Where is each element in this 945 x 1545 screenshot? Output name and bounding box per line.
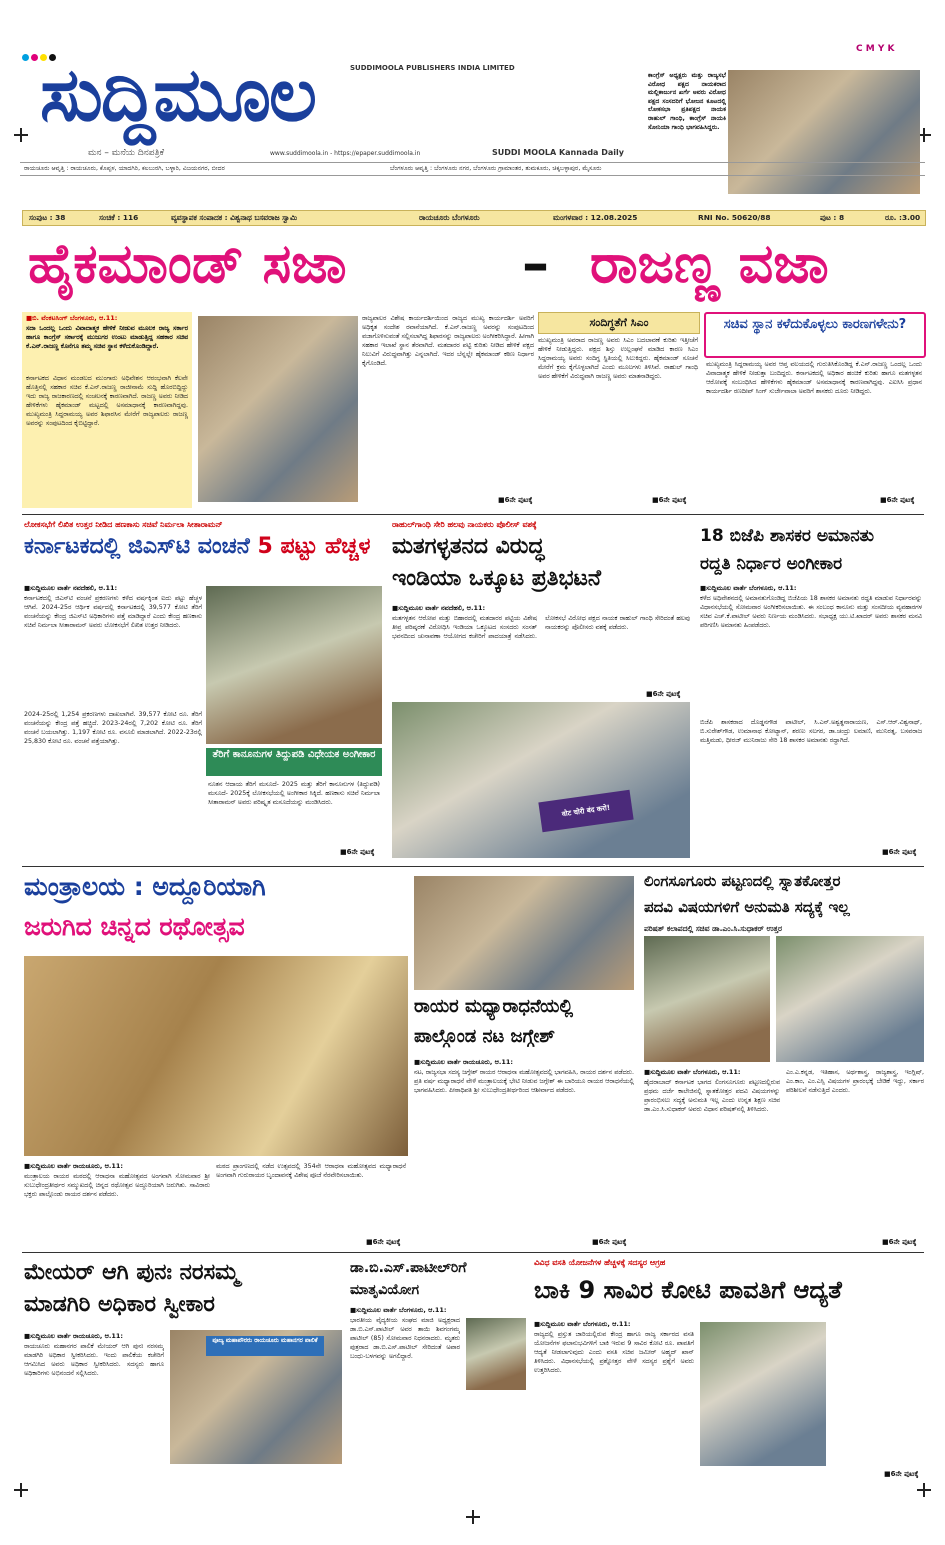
mantralaya-body2: ಮಠದ ಪ್ರಾಂಗಣದಲ್ಲಿ ನಡೆದ ಉತ್ಸವದಲ್ಲಿ 354ನೇ ಆರಾಧನಾ ಮಹೋತ್ಸವದ ಮಧ್ಯಾರಾಧನೆ ಅಂಗವಾಗಿ ಗುರುರಾಯರ ಬೃಂದಾವನಕ್ಕೆ ವಿಶೇಷ ಪೂಜೆ ನೆರವೇರಿಸಲಾಯಿತು. <box>216 1163 406 1179</box>
lingasugur-body2: ಎಂ.ಎ.ಕನ್ನಡ, ಇತಿಹಾಸ, ಅರ್ಥಶಾಸ್ತ್ರ, ರಾಜ್ಯಶಾಸ್ತ್ರ, ಇಂಗ್ಲಿಷ್, ಎಂ.ಕಾಂ, ಎಂ.ಎಸ್ಸಿ ವಿಷಯಗಳ ಪ್ರಾರಂಭಕ್ಕೆ ಬೇಡಿಕೆ ಇದ್ದು, ಸರ್ಕಾರ ಪರಿಶೀಲನೆ ನಡೆಸುತ್ತಿದೆ ಎಂದರು. <box>786 1069 924 1094</box>
lead-headline-left: ಹೈಕಮಾಂಡ್ ಸಜಾ <box>28 232 347 295</box>
jaggesh-headline-a: ರಾಯರ ಮಧ್ಯಾರಾಧನೆಯಲ್ಲಿ <box>414 996 574 1017</box>
india-protest-headline-b: ಇಂಡಿಯಾ ಒಕ್ಕೂಟ ಪ್ರತಿಭಟನೆ <box>392 566 601 591</box>
rni: RNI No. 50620/88 <box>698 213 771 222</box>
info-bar <box>22 210 926 226</box>
lead-photo <box>198 316 358 502</box>
bjp-mla-headline-a: 18 ಬಿಜೆಪಿ ಶಾಸಕರ ಅಮಾನತು <box>700 526 875 546</box>
registration-mark <box>466 1510 480 1524</box>
housing-photo <box>700 1322 826 1466</box>
masthead-title: ಸುದ್ದಿಮೂಲ <box>40 52 315 138</box>
housing-byline: ■ಸುದ್ದಿಮೂಲ ವಾರ್ತೆ ಬೆಂಗಳೂರು, ಆ.11: <box>534 1320 631 1328</box>
lead-byline: ■ಬಿ. ವೆಂಕಟಸಿಂಗ್ ಬೆಂಗಳೂರು, ಆ.11: <box>26 314 118 322</box>
website-urls: www.suddimoola.in - https://epaper.suddimoola.in <box>270 150 421 157</box>
lingasugur-continued: ■6ನೇ ಪುಟಕ್ಕೆ <box>882 1238 917 1246</box>
sandigdhate-body: ಮುಖ್ಯಮಂತ್ರಿ ಅವರಾದ ರಾಜಣ್ಣ ಅವರು ಸಿಎಂ ಬದಲಾವಣೆ ಕುರಿತು ಇತ್ತೀಚೆಗೆ ಹೇಳಿಕೆ ನೀಡುತ್ತಿದ್ದರು. ಪಕ್ಷದ ಶಿಸ್ತು ಉಲ್ಲಂಘನೆ ಮಾಡಿದ ಕಾರಣ ಸಿಎಂ ಸಿದ್ದರಾಮಯ್ಯ ಅವರು ಸಂದಿಗ್ಧ ಸ್ಥಿತಿಯಲ್ಲಿ ಸಿಲುಕಿದ್ದರು. ಹೈಕಮಾಂಡ್ ಸೂಚನೆ ಮೇರೆಗೆ ಕ್ರಮ ಕೈಗೊಳ್ಳಲಾಗಿದೆ ಎಂದು ಮೂಲಗಳು ತಿಳಿಸಿವೆ. ರಾಹುಲ್ ಗಾಂಧಿ ಅವರ ಹೇಳಿಕೆಗೆ ವಿರುದ್ಧವಾಗಿ ರಾಜಣ್ಣ ಅವರು ಮಾತನಾಡಿದ್ದರು. <box>538 337 698 380</box>
lingasugur-photo-2 <box>776 936 924 1062</box>
mayor-body: ರಾಯಚೂರು ಮಹಾನಗರ ಪಾಲಿಕೆ ಮೇಯರ್ ಆಗಿ ಪುನಃ ನರಸಮ್ಮ ಮಾಡಗಿರಿ ಅಧಿಕಾರ ಸ್ವೀಕರಿಸಿದರು. ಇಂದು ಪಾಲಿಕೆಯ ಕಚೇರಿಗೆ ಆಗಮಿಸಿದ ಅವರು ಅಧಿಕಾರ ಸ್ವೀಕರಿಸಿದರು. ಸದಸ್ಯರು ಹಾಗೂ ಅಧಿಕಾರಿಗಳು ಅಭಿನಂದನೆ ಸಲ್ಲಿಸಿದರು. <box>24 1343 164 1377</box>
circulation-left: ರಾಯಚೂರು ಆವೃತ್ತಿ : ರಾಯಚೂರು, ಕೊಪ್ಪಳ, ಯಾದಗಿರಿ, ಕಲಬುರಗಿ, ಬಳ್ಳಾರಿ, ವಿಜಯನಗರ, ಬೀದರ <box>24 165 225 172</box>
mayor-byline: ■ಸುದ್ದಿಮೂಲ ವಾರ್ತೆ ರಾಯಚೂರು, ಆ.11: <box>24 1332 123 1340</box>
mantralaya-photo <box>24 956 408 1156</box>
lingasugur-kicker: ಪರಿಷತ್ ಕಲಾಪದಲ್ಲಿ ಸಚಿವ ಡಾ.ಎಂ.ಸಿ.ಸುಧಾಕರ್ ಉತ್ತರ <box>644 924 783 933</box>
mayor-photo-sign: ಪೂಜ್ಯ ಮಹಾಪೌರರು ರಾಯಚೂರು ಮಹಾನಗರ ಪಾಲಿಕೆ <box>206 1336 324 1356</box>
reason-box-continued: ■6ನೇ ಪುಟಕ್ಕೆ <box>880 496 915 504</box>
cmyk-label: C M Y K <box>856 44 895 54</box>
bjp-mla-continued: ■6ನೇ ಪುಟಕ್ಕೆ <box>882 848 917 856</box>
housing-kicker: ವಿವಿಧ ವಸತಿ ಯೋಜನೆಗಳ ಹೆಚ್ಚಳಕ್ಕೆ ಸದಸ್ಯರ ಆಗ್ರಹ <box>534 1258 666 1267</box>
publisher-name: SUDDIMOOLA PUBLISHERS INDIA LIMITED <box>350 64 515 72</box>
circulation-bar <box>20 162 925 176</box>
lingasugur-photo-1 <box>644 936 770 1062</box>
protest-banner: वोट चोरी बंद करो! <box>538 790 633 833</box>
lingasugur-story <box>642 872 926 1250</box>
bjp-mla-headline-b: ರದ್ದತಿ ನಿರ್ಧಾರ ಅಂಗೀಕಾರ <box>700 554 843 574</box>
lingasugur-headline-b: ಪದವಿ ವಿಷಯಗಳಿಗೆ ಅನುಮತಿ ಸದ್ಯಕ್ಕೆ ಇಲ್ಲ <box>644 898 850 916</box>
sandigdhate-title: ಸಂದಿಗ್ಧತೆಗೆ ಸಿಎಂ <box>538 312 700 334</box>
housing-story <box>532 1258 926 1480</box>
lingasugur-byline: ■ಸುದ್ದಿಮೂಲ ವಾರ್ತೆ ಬೆಂಗಳೂರು, ಆ.11: <box>644 1068 741 1076</box>
lingasugur-body: ಹೈದರಾಬಾದ್ ಕರ್ನಾಟಕ ಭಾಗದ ಲಿಂಗಸೂಗೂರು ಪಟ್ಟಣದಲ್ಲಿರುವ ಪ್ರಥಮ ದರ್ಜೆ ಕಾಲೇಜಿನಲ್ಲಿ ಸ್ನಾತಕೋತ್ತರ ಪದವಿ ವಿಷಯಗಳನ್ನು ಪ್ರಾರಂಭಿಸಲು ಸದ್ಯಕ್ಕೆ ಅನುಮತಿ ಇಲ್ಲ ಎಂದು ಉನ್ನತ ಶಿಕ್ಷಣ ಸಚಿವ ಡಾ.ಎಂ.ಸಿ.ಸುಧಾಕರ್ ಅವರು ವಿಧಾನ ಪರಿಷತ್‌ನಲ್ಲಿ ತಿಳಿಸಿದರು. <box>644 1079 780 1113</box>
jaggesh-byline: ■ಸುದ್ದಿಮೂಲ ವಾರ್ತೆ ರಾಯಚೂರು, ಆ.11: <box>414 1058 513 1066</box>
bs-patil-byline: ■ಸುದ್ದಿಮೂಲ ವಾರ್ತೆ ಬೆಂಗಳೂರು, ಆ.11: <box>350 1306 447 1314</box>
india-protest-story <box>390 520 692 860</box>
registration-mark <box>14 128 28 142</box>
gst-continued: ■6ನೇ ಪುಟಕ್ಕೆ <box>340 848 375 856</box>
lead-body: ಕರ್ನಾಟಕದ ವಿಧಾನ ಮಂಡಲದ ಮುಂಗಾರು ಅಧಿವೇಶನ ಆರಂಭವಾಗಿ ಕೆಲವೇ ಹೊತ್ತಿನಲ್ಲಿ ಸಹಕಾರ ಸಚಿವ ಕೆ.ಎನ್.ರಾಜಣ್ಣ ರಾಜೀನಾಮೆ ಸುದ್ದಿ ಹೊರಬಿದ್ದಿದ್ದು ಇದು ರಾಜ್ಯ ರಾಜಕಾರಣದಲ್ಲಿ ಸಂಚಲನಕ್ಕೆ ಕಾರಣವಾಗಿದೆ. ರಾಜಣ್ಣ ಅವರು ನೀಡಿದ ಹೇಳಿಕೆಗಳು ಹೈಕಮಾಂಡ್ ಮಟ್ಟದಲ್ಲಿ ಅಸಮಾಧಾನಕ್ಕೆ ಕಾರಣವಾಗಿದ್ದವು. ಮುಖ್ಯಮಂತ್ರಿ ಸಿದ್ದರಾಮಯ್ಯ ಅವರ ಶಿಫಾರಸಿನ ಮೇರೆಗೆ ರಾಜ್ಯಪಾಲರು ರಾಜಣ್ಣ ಅವರನ್ನು ಸಂಪುಟದಿಂದ ಕೈಬಿಟ್ಟಿದ್ದಾರೆ. <box>26 375 188 427</box>
bjp-mla-story <box>698 520 926 860</box>
top-photo-caption: ಕಾಂಗ್ರೆಸ್ ಅಧ್ಯಕ್ಷರು ಮತ್ತು ರಾಜ್ಯಸಭೆ ವಿರೋಧ ಪಕ್ಷದ ನಾಯಕರಾದ ಮಲ್ಲಿಕಾರ್ಜುನ ಖರ್ಗೆ ಅವರು ವಿರೋಧ ಪಕ್ಷದ ಸಂಸದರಿಗೆ ಭೋಜನ ಕೂಟದಲ್ಲಿ ಲೋಕಸಭಾ ಪ್ರತಿಪಕ್ಷದ ನಾಯಕ ರಾಹುಲ್ ಗಾಂಧಿ, ಕಾಂಗ್ರೆಸ್ ನಾಯಕಿ ಸೋನಿಯಾ ಗಾಂಧಿ ಭಾಗವಹಿಸಿದ್ದರು. <box>648 72 726 131</box>
bs-patil-headline-b: ಮಾತೃವಿಯೋಗ <box>350 1282 420 1298</box>
gst-sidebar-title: ತೆರಿಗೆ ಕಾನೂನುಗಳ ತಿದ್ದುಪಡಿ ವಿಧೇಯಕ ಅಂಗೀಕಾರ <box>206 748 382 776</box>
jaggesh-continued: ■6ನೇ ಪುಟಕ್ಕೆ <box>592 1238 627 1246</box>
gst-body: ಕರ್ನಾಟಕದಲ್ಲಿ ಜಿಎಸ್‌ಟಿ ವಂಚನೆ ಪ್ರಕರಣಗಳು ಕಳೆದ ವರ್ಷಕ್ಕಿಂತ ಐದು ಪಟ್ಟು ಹೆಚ್ಚಳ ಆಗಿವೆ. 2024-25ರ ಆರ್ಥಿಕ ವರ್ಷದಲ್ಲಿ ಕರ್ನಾಟಕದಲ್ಲಿ 39,577 ಕೋಟಿ ತೆರಿಗೆ ವಂಚನೆಯನ್ನು ಕೇಂದ್ರ ಜಿಎಸ್‌ಟಿ ಅಧಿಕಾರಿಗಳು ಪತ್ತೆ ಮಾಡಿದ್ದಾರೆ ಎಂದು ಕೇಂದ್ರ ಹಣಕಾಸು ಸಚಿವೆ ನಿರ್ಮಲಾ ಸೀತಾರಾಮನ್ ಅವರು ಲೋಕಸಭೆಗೆ ಲಿಖಿತ ಉತ್ತರ ನೀಡಿದರು. <box>24 595 202 629</box>
mayor-story <box>22 1258 344 1480</box>
bjp-mla-body2: ಬಿಜೆಪಿ ಶಾಸಕರಾದ ದೊಡ್ಡನಗೌಡ ಪಾಟೀಲ್, ಸಿ.ಎನ್.ಅಶ್ವತ್ಥನಾರಾಯಣ, ಎಸ್.ಆರ್.ವಿಶ್ವನಾಥ್, ಬಿ.ಸುರೇಶ್‌ಗೌಡ, ಉಮಾನಾಥ ಕೋಟ್ಯಾನ್, ಶರಣು ಸಲಗರ, ಡಾ.ಚಂದ್ರು ಲಮಾಣಿ, ಮುನಿರತ್ನ, ಬಸವರಾಜ ಮತ್ತಿಮಡು, ಧೀರಜ್ ಮುನಿರಾಜು ಸೇರಿ 18 ಶಾಸಕರ ಅಮಾನತು ರದ್ದಾಗಿದೆ. <box>700 719 922 744</box>
gst-body2: 2024-25ರಲ್ಲಿ 1,254 ಪ್ರಕರಣಗಳು ದಾಖಲಾಗಿವೆ. 39,577 ಕೋಟಿ ರೂ. ತೆರಿಗೆ ವಂಚನೆಯನ್ನು ಕೇಂದ್ರ ಪತ್ತೆ ಹಚ್ಚಿದೆ. 2023-24ರಲ್ಲಿ 7,202 ಕೋಟಿ ರೂ. ತೆರಿಗೆ ವಂಚನೆ ಬಯಲಾಗಿತ್ತು. 1,197 ಕೋಟಿ ರೂ. ವಸೂಲಿ ಮಾಡಲಾಗಿದೆ. 2022-23ರಲ್ಲಿ 25,830 ಕೋಟಿ ರೂ. ವಂಚನೆ ಪತ್ತೆಯಾಗಿತ್ತು. <box>24 711 202 745</box>
jaggesh-photo <box>414 876 634 990</box>
registration-mark <box>917 1483 931 1497</box>
lingasugur-headline-a: ಲಿಂಗಸೂಗೂರು ಪಟ್ಟಣದಲ್ಲಿ ಸ್ನಾತಕೋತ್ತರ <box>644 872 841 890</box>
issue: ಸಂಚಿಕೆ : 116 <box>99 213 139 222</box>
bs-patil-body: ಭಾರತೀಯ ವೈದ್ಯಕೀಯ ಸಂಘದ ಮಾಜಿ ಅಧ್ಯಕ್ಷರಾದ ಡಾ.ಬಿ.ಎಸ್.ಪಾಟೀಲ್ ಅವರ ತಾಯಿ ಶಿವಗಂಗಮ್ಮ ಪಾಟೀಲ್ (85) ಸೋಮವಾರ ನಿಧನರಾದರು. ಮೃತರು ಪುತ್ರರಾದ ಡಾ.ಬಿ.ಎಸ್.ಪಾಟೀಲ್ ಸೇರಿದಂತೆ ಅಪಾರ ಬಂಧು-ಬಳಗವನ್ನು ಅಗಲಿದ್ದಾರೆ. <box>350 1317 460 1360</box>
english-name: SUDDI MOOLA Kannada Daily <box>492 148 624 157</box>
lead-headline-right: ರಾಜಣ್ಣ ವಜಾ <box>590 232 829 295</box>
date: ಮಂಗಳವಾರ : 12.08.2025 <box>553 213 638 222</box>
mantralaya-body: ಮಂತ್ರಾಲಯ ರಾಯರ ಮಠದಲ್ಲಿ ಆರಾಧನಾ ಮಹೋತ್ಸವದ ಅಂಗವಾಗಿ ಸೋಮವಾರ ಶ್ರೀ ಸುಬುಧೇಂದ್ರತೀರ್ಥರ ಸಮ್ಮುಖದಲ್ಲಿ ಚಿನ್ನದ ರಥೋತ್ಸವ ಅದ್ದೂರಿಯಾಗಿ ಜರುಗಿತು. ಸಾವಿರಾರು ಭಕ್ತರು ಪಾಲ್ಗೊಂಡು ರಾಯರ ದರ್ಶನ ಪಡೆದರು. <box>24 1173 210 1198</box>
gst-headline <box>24 534 370 559</box>
lead-continued: ■6ನೇ ಪುಟಕ್ಕೆ <box>498 496 533 504</box>
housing-body: ರಾಜ್ಯದಲ್ಲಿ ಪ್ರಸ್ತುತ ಜಾರಿಯಲ್ಲಿರುವ ಕೇಂದ್ರ ಹಾಗೂ ರಾಜ್ಯ ಸರ್ಕಾರದ ವಸತಿ ಯೋಜನೆಗಳ ಫಲಾನುಭವಿಗಳಿಗೆ ಬಾಕಿ ಇರುವ 9 ಸಾವಿರ ಕೋಟಿ ರೂ. ಪಾವತಿಗೆ ಆದ್ಯತೆ ನೀಡಲಾಗುವುದು ಎಂದು ವಸತಿ ಸಚಿವ ಜಮೀರ್ ಅಹ್ಮದ್ ಖಾನ್ ತಿಳಿಸಿದರು. ವಿಧಾನಸಭೆಯಲ್ಲಿ ಪ್ರಶ್ನೋತ್ತರ ವೇಳೆ ಸದಸ್ಯರ ಪ್ರಶ್ನೆಗೆ ಅವರು ಉತ್ತರಿಸಿದರು. <box>534 1331 694 1374</box>
lead-headline <box>22 232 924 308</box>
gst-photo <box>206 586 382 744</box>
mantralaya-headline-a: ಮಂತ್ರಾಲಯ : ಅದ್ದೂರಿಯಾಗಿ <box>24 872 266 901</box>
gst-story <box>22 520 384 860</box>
tagline: ಮನ – ಮನೆಯ ದಿನಪತ್ರಿಕೆ <box>88 148 165 158</box>
lead-story <box>22 312 534 508</box>
volume: ಸಂಪುಟ : 38 <box>29 213 66 222</box>
bs-patil-mother-photo <box>466 1318 526 1390</box>
india-protest-byline: ■ಸುದ್ದಿಮೂಲ ವಾರ್ತೆ ನವದೆಹಲಿ, ಆ.11: <box>392 604 486 612</box>
bjp-mla-byline: ■ಸುದ್ದಿಮೂಲ ವಾರ್ತೆ ಬೆಂಗಳೂರು, ಆ.11: <box>700 584 797 592</box>
india-protest-headline-a: ಮತಗಳ್ಳತನದ ವಿರುದ್ಧ <box>392 534 545 559</box>
price: ರೂ. :3.00 <box>885 213 921 222</box>
lead-col2: ರಾಜ್ಯಪಾಲರ ವಿಶೇಷ ಕಾರ್ಯದರ್ಶಿಯಿಂದ ರಾಜ್ಯದ ಮುಖ್ಯ ಕಾರ್ಯದರ್ಶಿ ಅವರಿಗೆ ಅಧಿಕೃತ ಸಂದೇಶ ರವಾನೆಯಾಗಿದೆ. ಕೆ.ಎನ್.ರಾಜಣ್ಣ ಅವರನ್ನು ಸಂಪುಟದಿಂದ ವಜಾಗೊಳಿಸುವಂತೆ ಸಲ್ಲಿಸಲಾಗಿದ್ದ ಶಿಫಾರಸನ್ನು ರಾಜ್ಯಪಾಲರು ಅಂಗೀಕರಿಸಿದ್ದಾರೆ. ಹೀಗಾಗಿ ಸಹಕಾರ ಇಲಾಖೆ ಸ್ಥಾನ ತೆರವಾಗಿದೆ. ಮತದಾರರ ಪಟ್ಟಿ ಕುರಿತು ನೀಡಿದ ಹೇಳಿಕೆ ಪಕ್ಷದ ನಿಲುವಿಗೆ ವಿರುದ್ಧವಾಗಿತ್ತು ಎನ್ನಲಾಗಿದೆ. ಇದರ ಬೆನ್ನಲ್ಲೇ ಹೈಕಮಾಂಡ್ ಕಠಿಣ ನಿರ್ಧಾರ ಕೈಗೊಂಡಿದೆ. <box>362 315 534 367</box>
mantralaya-byline: ■ಸುದ್ದಿಮೂಲ ವಾರ್ತೆ ರಾಯಚೂರು, ಆ.11: <box>24 1162 123 1170</box>
reason-box <box>704 312 926 508</box>
sandigdhate-continued: ■6ನೇ ಪುಟಕ್ಕೆ <box>652 496 687 504</box>
reason-box-body: ಮುಖ್ಯಮಂತ್ರಿ ಸಿದ್ದರಾಮಯ್ಯ ಅವರ ಆಪ್ತ ವಲಯದಲ್ಲಿ ಗುರುತಿಸಿಕೊಂಡಿದ್ದ ಕೆ.ಎನ್.ರಾಜಣ್ಣ ಒಂದಲ್ಲ ಒಂದು ವಿವಾದಾತ್ಮಕ ಹೇಳಿಕೆ ನೀಡುತ್ತಾ ಬಂದಿದ್ದರು. ಕರ್ನಾಟಕದಲ್ಲಿ ಅಧಿಕಾರ ಹಂಚಿಕೆ ಕುರಿತು ಹಾಗೂ ಮತಗಳ್ಳತನ ಆರೋಪಕ್ಕೆ ಸಂಬಂಧಿಸಿದ ಹೇಳಿಕೆಗಳು ಹೈಕಮಾಂಡ್ ಅಸಮಾಧಾನಕ್ಕೆ ಕಾರಣವಾಗಿದ್ದವು. ಎಐಸಿಸಿ ಪ್ರಧಾನ ಕಾರ್ಯದರ್ಶಿ ರಣದೀಪ್ ಸಿಂಗ್ ಸುರ್ಜೇವಾಲಾ ಅವರಿಗೆ ಶಾಸಕರು ದೂರು ನೀಡಿದ್ದರು. <box>706 361 922 395</box>
housing-continued: ■6ನೇ ಪುಟಕ್ಕೆ <box>884 1470 919 1478</box>
registration-mark <box>14 1483 28 1497</box>
india-protest-continued: ■6ನೇ ಪುಟಕ್ಕೆ <box>646 690 681 698</box>
sandigdhate-story <box>536 312 700 508</box>
mayor-headline-a: ಮೇಯರ್ ಆಗಿ ಪುನಃ ನರಸಮ್ಮ <box>24 1260 240 1285</box>
circulation-right: ಬೆಂಗಳೂರು ಆವೃತ್ತಿ : ಬೆಂಗಳೂರು ನಗರ, ಬೆಂಗಳೂರು ಗ್ರಾಮಾಂತರ, ತುಮಕೂರು, ಚಿಕ್ಕಬಳ್ಳಾಪುರ, ಮೈಸೂರು <box>390 165 602 172</box>
mayor-headline-b: ಮಾಡಗಿರಿ ಅಧಿಕಾರ ಸ್ವೀಕಾರ <box>24 1292 215 1317</box>
bs-patil-headline-a: ಡಾ.ಬಿ.ಎಸ್.ಪಾಟೀಲ್‌ರಿಗೆ <box>350 1260 467 1276</box>
jaggesh-headline-b: ಪಾಲ್ಗೊಂಡ ನಟ ಜಗ್ಗೇಶ್ <box>414 1026 555 1047</box>
editions: ರಾಯಚೂರು ಬೆಂಗಳೂರು <box>419 213 480 222</box>
reason-box-title: ಸಚಿವ ಸ್ಥಾನ ಕಳೆದುಕೊಳ್ಳಲು ಕಾರಣಗಳೇನು? <box>704 312 926 358</box>
gst-sidebar-body: ನೂತನ ಆದಾಯ ತೆರಿಗೆ ಮಸೂದೆ- 2025 ಮತ್ತು ತೆರಿಗೆ ಕಾನೂನುಗಳ (ತಿದ್ದುಪಡಿ) ಮಸೂದೆ- 2025ಕ್ಕೆ ಲೋಕಸಭೆಯಲ್ಲಿ ಅಂಗೀಕಾರ ಸಿಕ್ಕಿದೆ. ಹಣಕಾಸು ಸಚಿವೆ ನಿರ್ಮಲಾ ಸೀತಾರಾಮನ್ ಅವರು ಪರಿಷ್ಕೃತ ಮಸೂದೆಯನ್ನು ಮಂಡಿಸಿದರು. <box>208 781 380 806</box>
gst-headline-a: ಕರ್ನಾಟಕದಲ್ಲಿ ಜಿಎಸ್‌ಟಿ ವಂಚನೆ <box>24 534 250 559</box>
india-protest-kicker: ರಾಹುಲ್‌ಗಾಂಧಿ ಸೇರಿ ಹಲವು ನಾಯಕರು ಪೊಲೀಸ್ ವಶಕ್ಕೆ <box>392 520 537 529</box>
bs-patil-story <box>348 1258 528 1480</box>
editor: ವ್ಯವಸ್ಥಾಪಕ ಸಂಪಾದಕ : ವಿಶ್ವನಾಥ ಬಸವರಾಜ ಸ್ವಾಮಿ <box>171 213 298 222</box>
mantralaya-headline-b: ಜರುಗಿದ ಚಿನ್ನದ ರಥೋತ್ಸವ <box>24 912 245 941</box>
gst-headline-b: 5 ಪಟ್ಟು ಹೆಚ್ಚಳ <box>257 534 371 559</box>
jaggesh-story <box>412 872 638 1250</box>
mantralaya-story <box>22 872 408 1250</box>
india-protest-body: ಮತಗಳ್ಳತನ ಆರೋಪ ಮತ್ತು ಬಿಹಾರದಲ್ಲಿ ಮತದಾರರ ಪಟ್ಟಿಯ ವಿಶೇಷ ತೀವ್ರ ಪರಿಷ್ಕರಣೆ ವಿರೋಧಿಸಿ ಇಂಡಿಯಾ ಒಕ್ಕೂಟದ ಸಂಸದರು ಸಂಸತ್ ಭವನದಿಂದ ಚುನಾವಣಾ ಆಯೋಗದ ಕಚೇರಿಗೆ ಪಾದಯಾತ್ರೆ ನಡೆಸಿದರು. ಲೋಕಸಭೆ ವಿರೋಧ ಪಕ್ಷದ ನಾಯಕ ರಾಹುಲ್ ಗಾಂಧಿ ಸೇರಿದಂತೆ ಹಲವು ನಾಯಕರನ್ನು ಪೊಲೀಸರು ವಶಕ್ಕೆ ಪಡೆದರು. <box>392 615 690 640</box>
bjp-mla-body: ಕಳೆದ ಅಧಿವೇಶನದಲ್ಲಿ ಅಮಾನತುಗೊಂಡಿದ್ದ ಬಿಜೆಪಿಯ 18 ಶಾಸಕರ ಅಮಾನತು ರದ್ದತಿ ಮಾಡುವ ನಿರ್ಧಾರವನ್ನು ವಿಧಾನಸಭೆಯಲ್ಲಿ ಸೋಮವಾರ ಅಂಗೀಕರಿಸಲಾಯಿತು. ಈ ಸಂಬಂಧ ಕಾನೂನು ಮತ್ತು ಸಂಸದೀಯ ವ್ಯವಹಾರಗಳ ಸಚಿವ ಎಚ್.ಕೆ.ಪಾಟೀಲ್ ಅವರು ನಿರ್ಣಯ ಮಂಡಿಸಿದರು. ಸಭಾಧ್ಯಕ್ಷ ಯು.ಟಿ.ಖಾದರ್ ಅವರು ಶಾಸಕರ ಮನವಿ ಪರಿಗಣಿಸಿ ಅಮಾನತು ಹಿಂಪಡೆದರು. <box>700 595 922 629</box>
lead-headline-dash: – <box>522 232 549 295</box>
gst-byline: ■ಸುದ್ದಿಮೂಲ ವಾರ್ತೆ ನವದೆಹಲಿ, ಆ.11: <box>24 584 118 592</box>
lead-intro: ಸದಾ ಒಂದಲ್ಲ ಒಂದು ವಿವಾದಾತ್ಮಕ ಹೇಳಿಕೆ ನೀಡುವ ಮೂಲಕ ರಾಜ್ಯ ಸರ್ಕಾರ ಹಾಗೂ ಕಾಂಗ್ರೆಸ್ ಸರ್ಕಾರಕ್ಕೆ ಮುಜುಗರ ಉಂಟು ಮಾಡುತ್ತಿದ್ದ ಸಹಕಾರ ಸಚಿವ ಕೆ.ಎನ್.ರಾಜಣ್ಣ ಕೊನೆಗೂ ತಮ್ಮ ಸಚಿವ ಸ್ಥಾನ ಕಳೆದುಕೊಂಡಿದ್ದಾರೆ. <box>26 325 188 350</box>
gst-kicker: ಲೋಕಸಭೆಗೆ ಲಿಖಿತ ಉತ್ತರ ನೀಡಿದ ಹಣಕಾಸು ಸಚಿವೆ ನಿರ್ಮಲಾ ಸೀತಾರಾಮನ್ <box>24 520 223 529</box>
india-protest-photo <box>392 702 690 858</box>
jaggesh-body: ನಟ, ರಾಜ್ಯಸಭಾ ಸದಸ್ಯ ಜಗ್ಗೇಶ್ ರಾಯರ ಆರಾಧನಾ ಮಹೋತ್ಸವದಲ್ಲಿ ಭಾಗವಹಿಸಿ, ರಾಯರ ದರ್ಶನ ಪಡೆದರು. ಪ್ರತಿ ವರ್ಷ ಮಧ್ಯಾರಾಧನೆ ವೇಳೆ ಮಂತ್ರಾಲಯಕ್ಕೆ ಭೇಟಿ ನೀಡುವ ಜಗ್ಗೇಶ್ ಈ ಬಾರಿಯೂ ರಾಯರ ಆರಾಧನೆಯಲ್ಲಿ ಭಾಗವಹಿಸಿದರು. ಪೀಠಾಧಿಪತಿ ಶ್ರೀ ಸುಬುಧೇಂದ್ರತೀರ್ಥರಿಂದ ಆಶೀರ್ವಾದ ಪಡೆದರು. <box>414 1069 634 1094</box>
pages: ಪುಟ : 8 <box>820 213 845 222</box>
housing-headline: ಬಾಕಿ 9 ಸಾವಿರ ಕೋಟಿ ಪಾವತಿಗೆ ಆದ್ಯತೆ <box>534 1276 842 1304</box>
mantralaya-continued: ■6ನೇ ಪುಟಕ್ಕೆ <box>366 1238 401 1246</box>
